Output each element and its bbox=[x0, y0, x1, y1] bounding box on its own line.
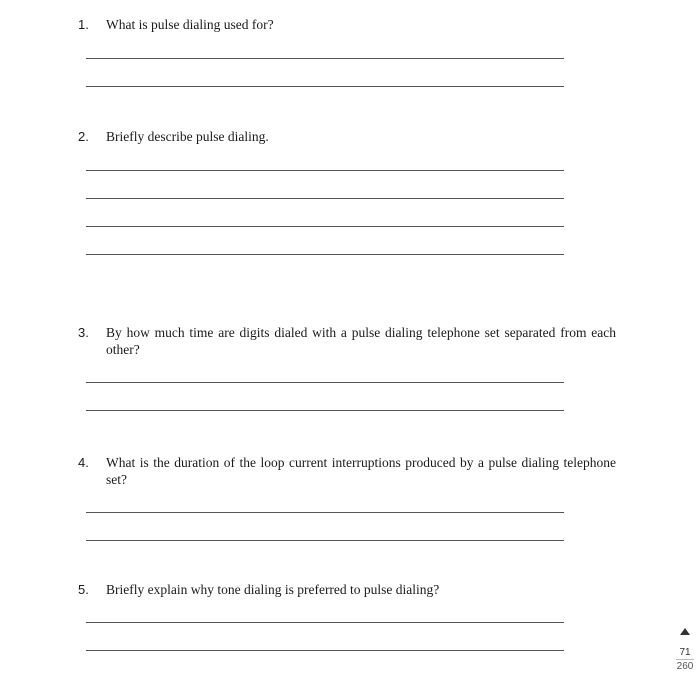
question-text: Briefly describe pulse dialing. bbox=[106, 129, 269, 144]
question-number: 3. bbox=[78, 325, 89, 340]
triangle-up-icon[interactable] bbox=[680, 628, 690, 635]
answer-line bbox=[86, 198, 564, 199]
question-number: 4. bbox=[78, 455, 89, 470]
total-pages: 260 bbox=[676, 661, 694, 672]
answer-line bbox=[86, 382, 564, 383]
answer-line bbox=[86, 540, 564, 541]
page-counter bbox=[674, 628, 696, 672]
answer-line bbox=[86, 254, 564, 255]
answer-line bbox=[86, 650, 564, 651]
question-number: 2. bbox=[78, 129, 89, 144]
current-page: 71 bbox=[679, 647, 691, 658]
question-number: 1. bbox=[78, 17, 89, 32]
question-text: By how much time are digits dialed with a pulse dialing telephone set separated from each other? bbox=[106, 325, 616, 357]
answer-line bbox=[86, 622, 564, 623]
answer-line bbox=[86, 170, 564, 171]
question-text: What is pulse dialing used for? bbox=[106, 17, 274, 32]
answer-line bbox=[86, 410, 564, 411]
question-text: Briefly explain why tone dialing is preferred to pulse dialing? bbox=[106, 582, 440, 597]
question-text: What is the duration of the loop current interruptions produced by a pulse dialing telephone set? bbox=[106, 455, 616, 487]
answer-line bbox=[86, 58, 564, 59]
page-divider bbox=[676, 659, 694, 660]
answer-line bbox=[86, 86, 564, 87]
question-number: 5. bbox=[78, 582, 89, 597]
answer-line bbox=[86, 512, 564, 513]
answer-line bbox=[86, 226, 564, 227]
